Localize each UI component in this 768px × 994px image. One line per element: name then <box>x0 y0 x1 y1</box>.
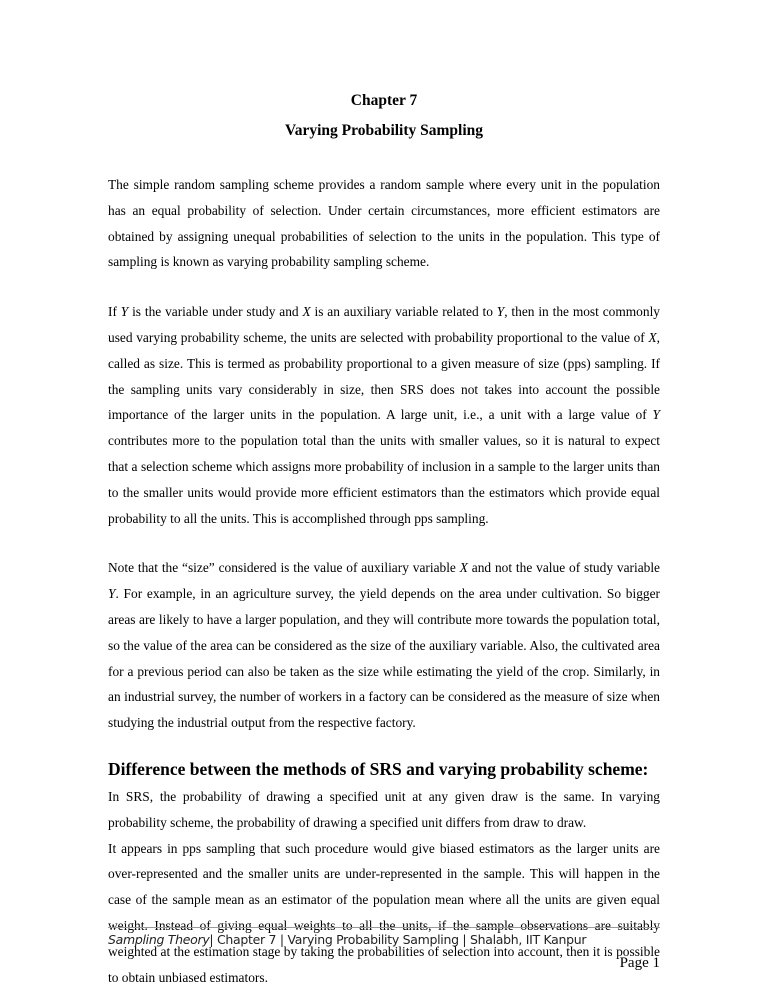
body-text <box>108 172 660 736</box>
text-run: . For example, in an agriculture survey, the yield depends on the area under cultivation. So bigger areas are likely to have a larger population, and they will contribute more towards the population total, so the value of the area can be considered as the size of the auxiliary variable. Also, the cultivated area for a previous period can also be taken as the size while estimating the yield of the crop. Similarly, in an industrial survey, the number of workers in a factory can be considered as the measure of size when studying the industrial output from the respective factory. <box>108 586 660 731</box>
chapter-title: Varying Probability Sampling <box>284 122 484 139</box>
paragraph <box>108 784 660 836</box>
variable-symbol: Y <box>120 304 129 320</box>
text-run: It appears in pps sampling that such procedure would give biased estimators as the larger units are over-represented and the smaller units are under-represented in the sample. This will happen in the case of the sample mean as an estimator of the population mean where all the units are given equal weight. Instead of giving equal weights to all the units, if the sample observations are suitably weighted at the estimation stage by taking the probabilities of selection into account, then it is possible to obtain unbiased estimators. <box>108 840 660 985</box>
paragraph <box>108 836 660 991</box>
text-run: If <box>108 304 121 320</box>
text-run: The simple random sampling scheme provides a random sample where every unit in the population has an equal probability of selection. Under certain circumstances, more efficient estimators are obtained by assigning unequal probabilities of selection to the units in the population. This type of sampling is known as varying probability sampling scheme. <box>108 177 660 270</box>
text-run: , called as size. This is termed as probability proportional to a given measure of size (pps) sampling. If the sampling units vary considerably in size, then SRS does not takes into account the possible importance of the larger units in the population. A large unit, i.e., a unit with a large value of <box>108 329 660 423</box>
variable-symbol: Y <box>496 304 505 320</box>
paragraph <box>108 555 660 736</box>
document-page <box>108 88 660 990</box>
paragraph <box>108 299 660 531</box>
page-number: Page 1 <box>619 955 660 971</box>
footer-book-title: Sampling Theory <box>108 932 210 947</box>
text-run: In SRS, the probability of drawing a specified unit at any given draw is the same. In varying probability scheme, the probability of drawing a specified unit differs from draw to draw. <box>108 788 660 830</box>
variable-symbol: Y <box>108 586 116 602</box>
text-run: contributes more to the population total than the units with smaller values, so it is natural to expect that a selection scheme which assigns more probability of inclusion in a sample to the larger units than to the smaller units would provide more efficient estimators than the estimators which provide equal probability to all the units. This is accomplished through pps sampling. <box>108 433 660 526</box>
footer-text <box>108 932 586 947</box>
footer-divider <box>108 927 660 928</box>
text-run: Note that the “size” considered is the value of auxiliary variable <box>108 560 460 576</box>
variable-symbol: X <box>302 304 311 320</box>
text-run: and not the value of study variable <box>467 560 660 576</box>
paragraph <box>108 172 660 275</box>
text-run: is an auxiliary variable related to <box>310 304 497 320</box>
variable-symbol: Y <box>652 407 660 423</box>
section-heading: Difference between the methods of SRS and varying probability scheme: <box>108 758 649 779</box>
text-run: is the variable under study and <box>128 304 303 320</box>
footer-details: | Chapter 7 | Varying Probability Sampling | Shalabh, IIT Kanpur <box>209 932 587 947</box>
chapter-number: Chapter 7 <box>350 92 418 109</box>
variable-symbol: X <box>459 560 468 576</box>
text-run: , then in the most commonly used varying probability scheme, the units are selected with probability proportional to the value of <box>108 304 660 345</box>
section-body-text <box>108 784 660 990</box>
variable-symbol: X <box>648 329 657 345</box>
